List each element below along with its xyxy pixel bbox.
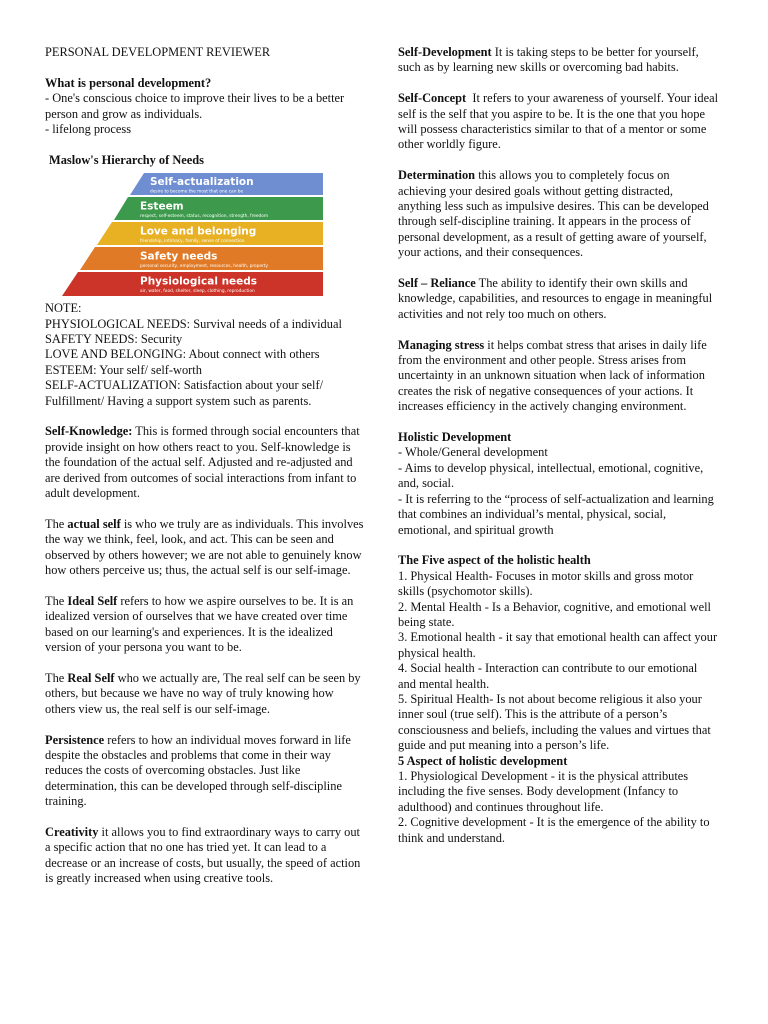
actual-self-text: is who we truly are as individuals. This involves the way we think, feel, look, and act. This can be seen and observed by others however; we are not able to genuinely know how others perceive us; thus, the actual self is our self-image. (45, 516, 364, 578)
actual-self-paragraph: The actual self is who we truly are as individuals. This involves the way we think, feel, look, and act. This can be seen and observed by others however; we are not able to genuinely know how others perceive us; thus, the actual self is our self-image. (45, 516, 364, 578)
managing-stress-paragraph (398, 338, 718, 415)
holistic-line-2: - Aims to develop physical, intellectual, emotional, cognitive, and, social. (398, 460, 704, 491)
maslow-pyramid-image (55, 171, 325, 301)
real-self-paragraph: The Real Self who we actually are, The real self can be seen by others, but because we have no way of truly knowing how others view us, the real self is our self-image. (45, 670, 361, 716)
aspect-social: 4. Social health - Interaction can contribute to our emotional and mental health. (398, 661, 698, 691)
development-cognitive: 2. Cognitive development - It is the emergence of the ability to think and understand. (398, 815, 710, 845)
creativity-paragraph (45, 825, 367, 887)
maslow-heading: Maslow's Hierarchy of Needs (49, 152, 204, 167)
note-label: NOTE: (45, 301, 82, 316)
development-physiological: 1. Physiological Development - it is the physical attributes including the five senses. Body development (Infancy to adulthood) and continues throughout life. (398, 769, 689, 814)
pyramid-level-5 (62, 272, 323, 296)
note-love: LOVE AND BELONGING: About connect with others (45, 347, 320, 362)
persistence-paragraph (45, 733, 367, 810)
holistic-development-heading: Holistic Development (398, 430, 512, 445)
managing-stress-text: it helps combat stress that arises in daily life from the environment and other people. Stress arises from uncertainty in an unknown situation when lack of information creates the risk of negative consequences of your actions. It increases efficiency in the actively changing environment. (398, 337, 707, 414)
svg-text:Esteem: Esteem (140, 200, 184, 213)
ideal-self-term: Ideal Self (67, 593, 118, 608)
aspect-physical: 1. Physical Health- Focuses in motor skills and gross motor skills (psychomotor skills). (398, 568, 694, 599)
self-development-paragraph (398, 45, 718, 76)
self-reliance-term: Self – Reliance (398, 276, 476, 291)
note-self-actualization: SELF-ACTUALIZATION: Satisfaction about your self/ Fulfillment/ Having a support system such as parents. (45, 378, 324, 408)
question-heading: What is personal development? (45, 75, 212, 90)
pyramid-level-2 (114, 197, 323, 220)
svg-text:air, water, food, shelter, sle: air, water, food, shelter, sleep, clothing, reproduction (140, 289, 255, 295)
real-self-text: who we actually are, The real self can be seen by others, but because we have no way of truly knowing how others view us, the real self is our self-image. (45, 670, 361, 716)
self-knowledge-term: Self-Knowledge: (45, 424, 133, 439)
creativity-term: Creativity (45, 824, 99, 839)
svg-text:Safety needs: Safety needs (140, 250, 218, 263)
determination-paragraph (398, 168, 718, 260)
pyramid-level-4 (80, 247, 323, 270)
self-knowledge-paragraph (45, 424, 367, 501)
definition-line-2: - lifelong process (45, 122, 132, 137)
determination-text: this allows you to completely focus on achieving your desired goals without getting distracted, anything less such as impulsive desires. This can be developed through self-discipline training. It appears in the process of personal development, as a result of getting aware of yourself, your actions, and their consequences. (398, 168, 709, 260)
aspect-emotional: 3. Emotional health - it say that emotional health can affect your physical health. (398, 630, 718, 660)
svg-text:personal security, employment,: personal security, employment, resources, health, property (140, 264, 268, 270)
self-concept-paragraph (398, 91, 722, 153)
aspect-spiritual: 5. Spiritual Health- Is not about become religious it also your inner soul (true self). This is the attribute of a person’s consciousness and beliefs, including the values and virtues that guide and put meaning into a person’s life. (398, 691, 711, 753)
svg-text:Love and belonging: Love and belonging (140, 225, 257, 238)
document-title: PERSONAL DEVELOPMENT REVIEWER (45, 45, 271, 59)
definition-line-1: - One's conscious choice to improve their lives to be a better person and grow as individuals. (45, 91, 345, 121)
left-column (45, 45, 367, 887)
actual-self-term: actual self (67, 516, 121, 531)
holistic-line-3: - It is referring to the “process of self-actualization and learning that combines an individual’s mental, physical, social, emotional, and spiritual growth (398, 491, 714, 537)
ideal-self-text: refers to how we aspire ourselves to be. It is an idealized version of ourselves that we have created over time based on our learning's and experiences. It is the idealized version of your persona you want to be. (45, 593, 354, 655)
holistic-line-1: - Whole/General development (398, 445, 548, 460)
svg-text:Physiological needs: Physiological needs (140, 275, 258, 288)
pyramid-level-1 (130, 173, 323, 195)
holistic-development-aspects-heading: 5 Aspect of holistic development (398, 753, 568, 768)
self-concept-term: Self-Concept (398, 91, 467, 106)
real-self-term: Real Self (67, 670, 115, 685)
svg-text:respect, self-esteem, status,: respect, self-esteem, status, recognition, strength, freedom (140, 214, 269, 220)
managing-stress-term: Managing stress (398, 337, 485, 352)
self-knowledge-text: This is formed through social encounters that provide insight on how others react to you. Self-knowledge is the foundation of the actual self. Adjusted and re-adjusted and are derived from outcomes of social interactions from infant to adult development. (45, 424, 360, 501)
aspect-mental: 2. Mental Health - Is a Behavior, cognitive, and emotional well being state. (398, 599, 711, 629)
self-development-term: Self-Development (398, 45, 492, 59)
svg-text:friendship, intimacy, family,: friendship, intimacy, family, sense of connection (140, 239, 245, 245)
svg-text:Self-actualization: Self-actualization (150, 176, 254, 189)
determination-term: Determination (398, 168, 476, 183)
note-safety: SAFETY NEEDS: Security (45, 332, 183, 347)
note-physiological: PHYSIOLOGICAL NEEDS: Survival needs of a individual (45, 316, 342, 331)
five-aspect-heading: The Five aspect of the holistic health (398, 553, 591, 568)
note-esteem: ESTEEM: Your self/ self-worth (45, 362, 202, 377)
self-reliance-text: The ability to identify their own skills and knowledge, capabilities, and resources to engage in meaningful activities and not rely too much on others. (398, 276, 713, 321)
pyramid-level-3 (97, 222, 323, 245)
persistence-text: refers to how an individual moves forward in life despite the obstacles and problems that come in their way reduces the costs of overcoming obstacles. Just like determination, this can be developed through self-discipline training. (45, 732, 351, 809)
ideal-self-paragraph: The Ideal Self refers to how we aspire ourselves to be. It is an idealized version of ourselves that we have created over time based on our learning's and experiences. It is the idealized version of your persona you want to be. (45, 593, 354, 655)
self-reliance-paragraph (398, 276, 718, 322)
svg-text:desire to become the most that: desire to become the most that one can be (150, 189, 244, 195)
self-concept-text: It refers to your awareness of yourself. Your ideal self is the self that you aspire to be. It is the one that you hope will possess characteristics similar to that of a mentor or some other worldly figure. (398, 91, 722, 152)
persistence-term: Persistence (45, 732, 105, 747)
right-column (398, 45, 722, 846)
self-development-text: It is taking steps to be better for yourself, such as by learning new skills or overcoming bad habits. (398, 45, 699, 75)
creativity-text: it allows you to find extraordinary ways to carry out a specific action that no one has tried yet. It can lead to a decrease or an increase of costs, but usually, the speed of action is greatly increased when using creative tools. (45, 824, 361, 886)
